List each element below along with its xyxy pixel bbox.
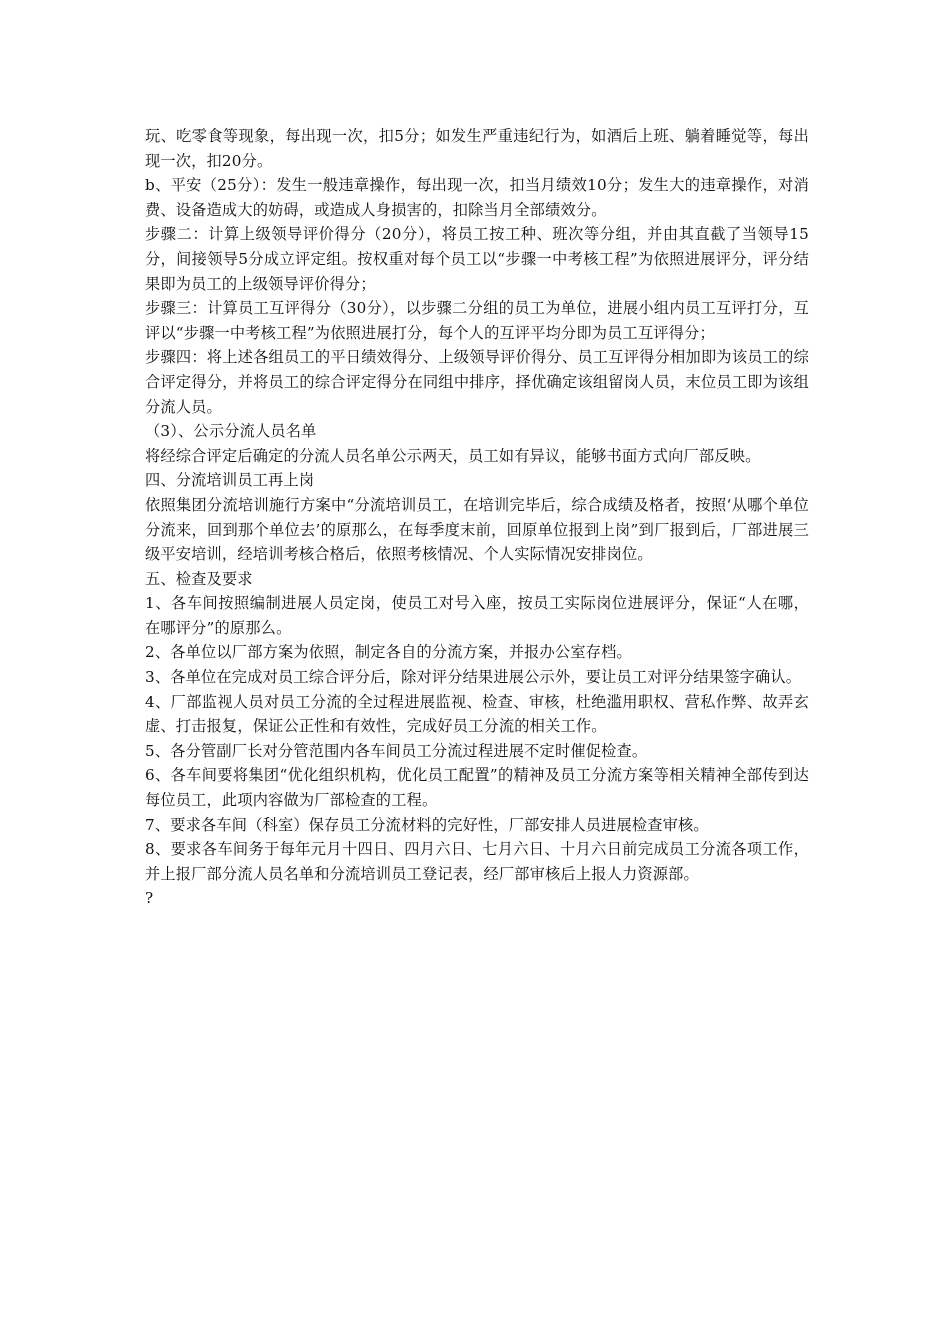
heading-publicize-list: （3）、公示分流人员名单 — [145, 422, 317, 441]
heading-section-five: 五、检查及要求 — [145, 569, 253, 588]
requirement-item-4: 4、厂部监视人员对员工分流的全过程进展监视、检查、审核，杜绝滥用职权、营私作弊、故弄玄虚、打击报复，保证公正性和有效性，完成好员工分流的相关工作。 — [145, 692, 809, 736]
paragraph-publicize-list: 将经综合评定后确定的分流人员名单公示两天，员工如有异议，能够书面方式向厂部反映。 — [145, 446, 761, 465]
paragraph-step-four: 步骤四：将上述各组员工的平日绩效得分、上级领导评价得分、员工互评得分相加即为该员工的综合评定得分，并将员工的综合评定得分在同组中排序，择优确定该组留岗人员，末位员工即为该组分流人员。 — [145, 348, 809, 416]
paragraph-safety-score: b、平安（25分）：发生一般违章操作，每出现一次，扣当月绩效10分；发生大的违章操作，对消费、设备造成大的妨碍，或造成人身损害的，扣除当月全部绩效分。 — [145, 176, 809, 219]
requirement-item-1: 1、各车间按照编制进展人员定岗，使员工对号入座，按员工实际岗位进展评分，保证“人在哪，在哪评分”的原那么。 — [145, 594, 809, 637]
paragraph-discipline-deduction: 玩、吃零食等现象，每出现一次，扣5分；如发生严重违纪行为，如酒后上班、躺着睡觉等，每出现一次，扣20分。 — [145, 127, 809, 170]
requirement-item-8: 8、要求各车间务于每年元月十四日、四月六日、七月六日、十月六日前完成员工分流各项工作，并上报厂部分流人员名单和分流培训员工登记表，经厂部审核后上报人力资源部。 — [145, 840, 809, 883]
paragraph-step-three: 步骤三：计算员工互评得分（30分），以步骤二分组的员工为单位，进展小组内员工互评打分，互评以“步骤一中考核工程”为依照进展打分，每个人的互评平均分即为员工互评得分； — [145, 299, 809, 342]
heading-section-four: 四、分流培训员工再上岗 — [145, 471, 315, 490]
requirement-item-7: 7、要求各车间（科室）保存员工分流材料的完好性，厂部安排人员进展检查审核。 — [145, 815, 709, 834]
paragraph-training-reassignment: 依照集团分流培训施行方案中“分流培训员工，在培训完毕后，综合成绩及格者，按照‘从哪个单位分流来，回到那个单位去’的原那么，在每季度末前，回原单位报到上岗”到厂报到后，厂部进展三级平安培训，经培训考核合格后，依照考核情况、个人实际情况安排岗位。 — [145, 495, 809, 564]
requirement-item-2: 2、各单位以厂部方案为依照，制定各自的分流方案，并报办公室存档。 — [145, 643, 632, 662]
requirement-item-5: 5、各分管副厂长对分管范围内各车间员工分流过程进展不定时催促检查。 — [145, 741, 648, 760]
requirement-item-3: 3、各单位在完成对员工综合评分后，除对评分结果进展公示外，要让员工对评分结果签字确认。 — [145, 668, 802, 687]
trailing-question-mark: ? — [145, 889, 154, 908]
paragraph-step-two: 步骤二：计算上级领导评价得分（20分），将员工按工种、班次等分组，并由其直截了当领导15分，间接领导5分成立评定组。按权重对每个员工以“步骤一中考核工程”为依照进展评分，评分结果即为员工的上级领导评价得分； — [145, 225, 809, 293]
requirement-item-6: 6、各车间要将集团“优化组织机构，优化员工配置”的精神及员工分流方案等相关精神全部传到达每位员工，此项内容做为厂部检查的工程。 — [145, 766, 809, 810]
document-body — [145, 124, 809, 911]
